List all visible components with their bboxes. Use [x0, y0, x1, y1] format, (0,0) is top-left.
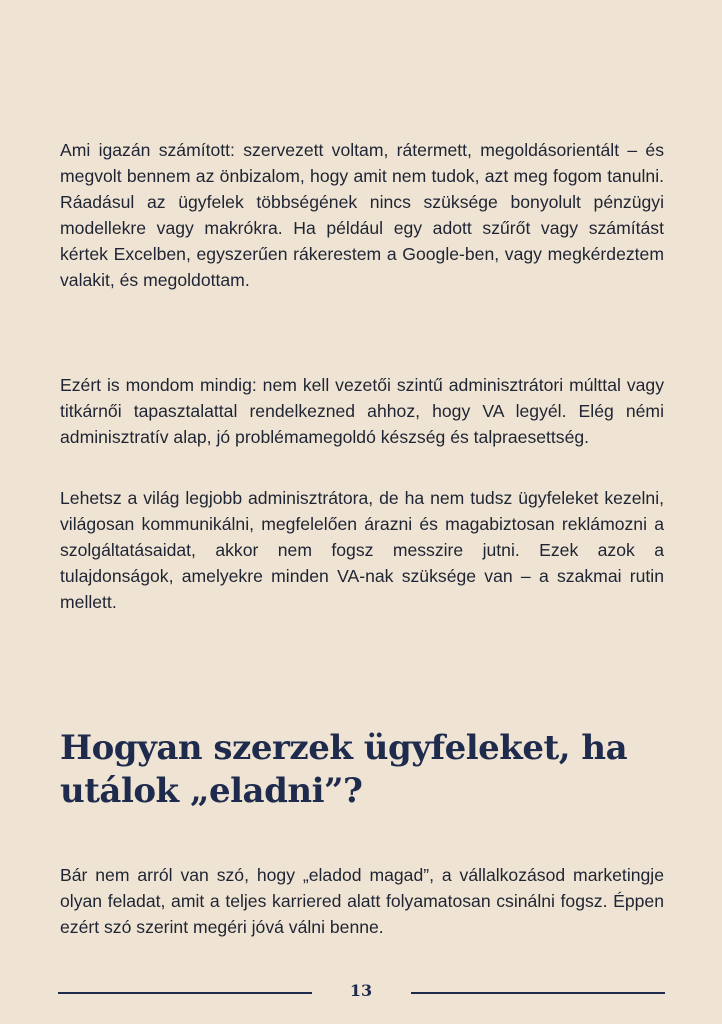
- body-paragraph-4: Bár nem arról van szó, hogy „eladod magad”, a vállalkozásod marketingje olyan feladat, amit a teljes karriered alatt folyamatosan csinálni fogsz. Éppen ezért szó szerint megéri jóvá válni benne.: [60, 865, 664, 937]
- page-number: 13: [349, 981, 373, 1000]
- body-paragraph-2: Ezért is mondom mindig: nem kell vezetői szintű adminisztrátori múlttal vagy titkárnői tapasztalattal rendelkezned ahhoz, hogy VA legyél. Elég némi adminisztratív alap, jó problémamegoldó készség és talpraesettség.: [60, 375, 664, 447]
- footer-rule-right: [411, 992, 665, 994]
- body-paragraph-3: Lehetsz a világ legjobb adminisztrátora, de ha nem tudsz ügyfeleket kezelni, világosan kommunikálni, megfelelően árazni és magabiztosan reklámozni a szolgáltatásaidat, akkor nem fogsz messzire jutni. Ezek azok a tulajdonságok, amelyekre minden VA-nak szüksége van – a szakmai rutin mellett.: [60, 488, 664, 612]
- footer-rule-left: [58, 992, 312, 994]
- section-heading: Hogyan szerzek ügyfeleket, ha utálok „eladni”?: [60, 728, 628, 811]
- body-paragraph-1: Ami igazán számított: szervezett voltam, rátermett, megoldásorientált – és megvolt bennem az önbizalom, hogy amit nem tudok, azt meg fogom tanulni. Ráadásul az ügyfelek többségének nincs szüksége bonyolult pénzügyi modellekre vagy makrókra. Ha például egy adott szűrőt vagy számítást kértek Excelben, egyszerűen rákerestem a Google-ben, vagy megkérdeztem valakit, és megoldottam.: [60, 140, 664, 290]
